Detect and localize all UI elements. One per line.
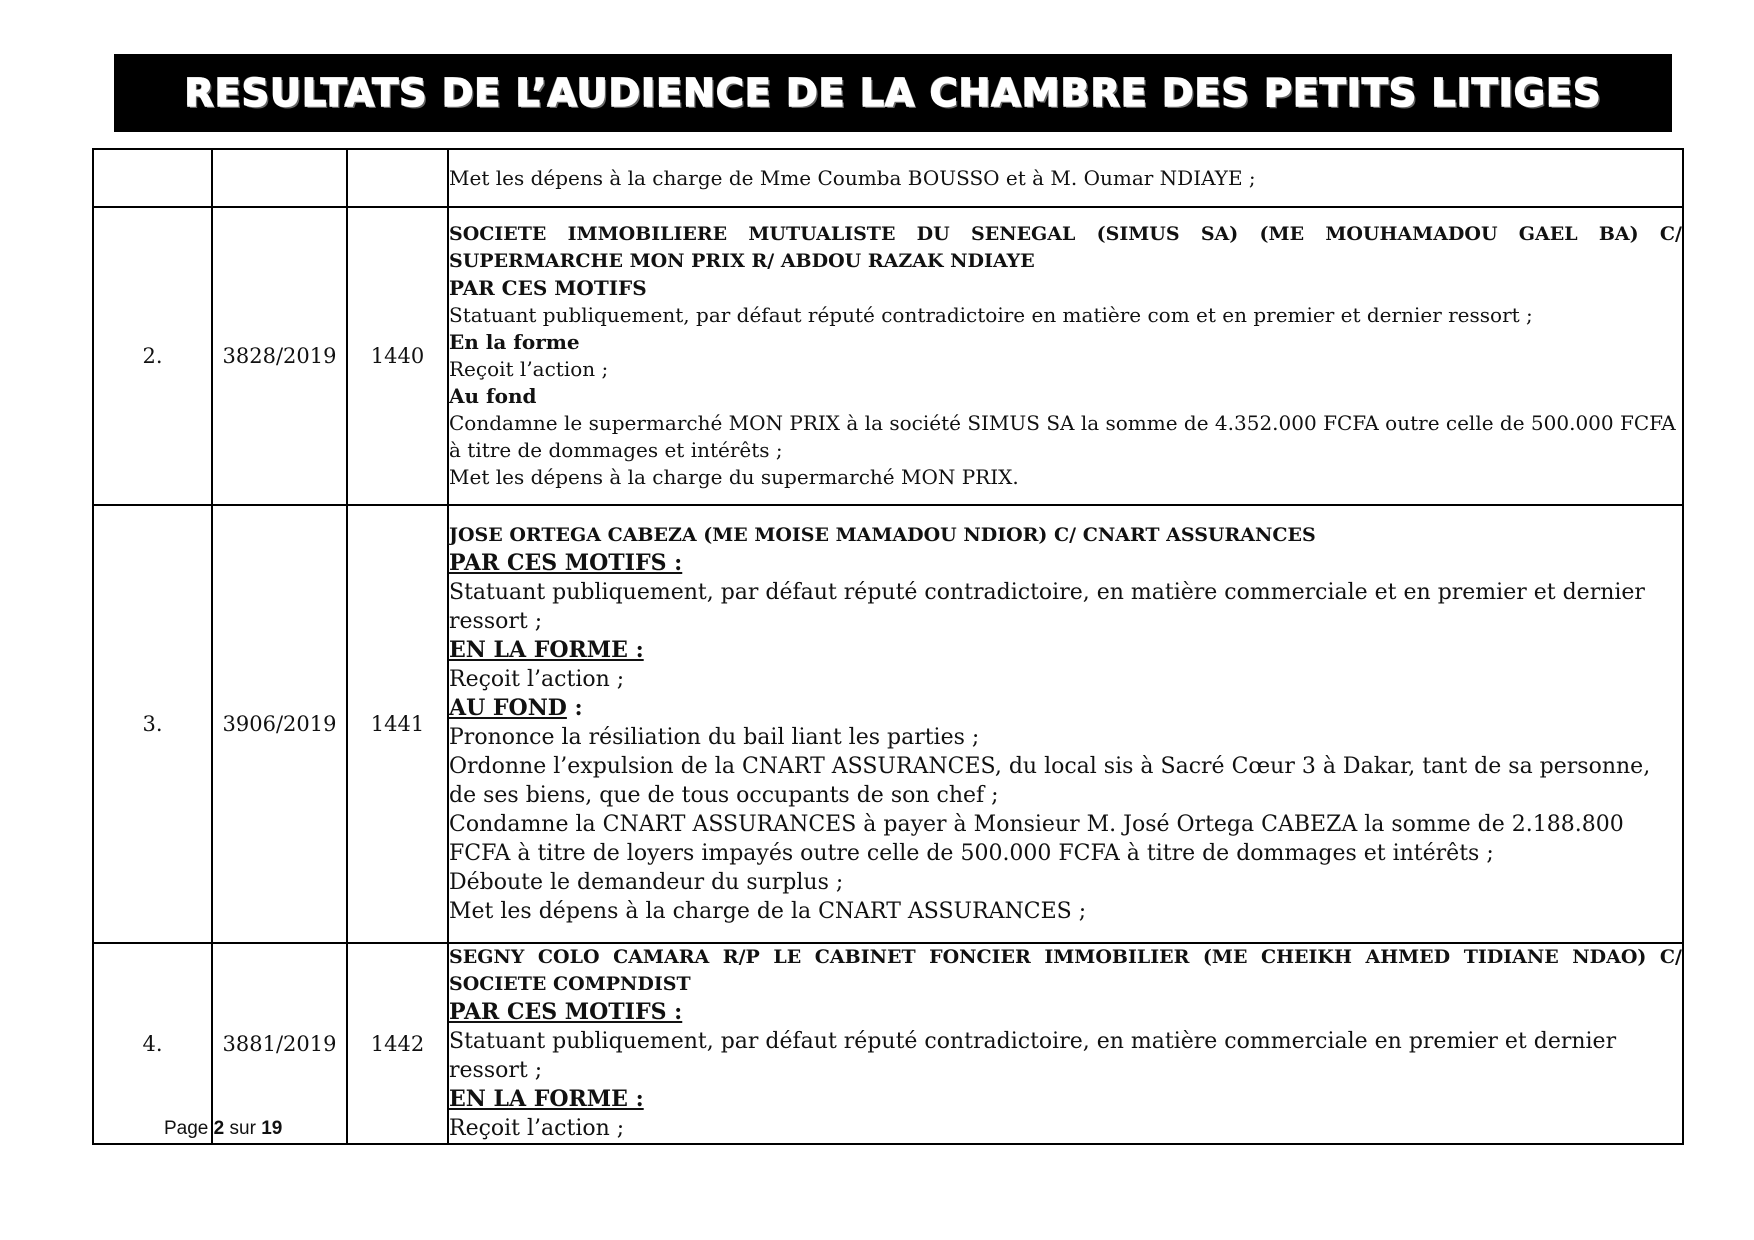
role-number-cell xyxy=(212,149,347,207)
parties-heading: JOSE ORTEGA CABEZA (ME MOISE MAMADOU NDIOR) C/ CNART ASSURANCES xyxy=(449,524,1316,546)
recoit-line: Reçoit l’action ; xyxy=(449,1116,625,1141)
decision-number-cell: 1441 xyxy=(347,505,448,943)
forme-heading: EN LA FORME : xyxy=(449,1086,644,1112)
decision-line: Ordonne l’expulsion de la CNART ASSURANCES, du local sis à Sacré Cœur 3 à Dakar, tant de sa personne, de ses biens, que de tous occupants de son chef ; xyxy=(449,754,1651,808)
role-number-cell: 3906/2019 xyxy=(212,505,347,943)
fond-heading xyxy=(449,694,1682,723)
decision-line: Déboute le demandeur du surplus ; xyxy=(449,870,844,895)
decision-number-cell: 1442 xyxy=(347,943,448,1144)
forme-heading: En la forme xyxy=(449,330,580,354)
statuant-line: Statuant publiquement, par défaut réputé contradictoire, en matière commerciale et en premier et dernier ressort ; xyxy=(449,580,1645,634)
decision-text-cell xyxy=(448,505,1683,943)
motifs-heading: PAR CES MOTIFS : xyxy=(449,550,683,576)
table-row xyxy=(93,505,1683,943)
row-number-cell: 3. xyxy=(93,505,212,943)
parties-heading: SOCIETE IMMOBILIERE MUTUALISTE DU SENEGAL (SIMUS SA) (ME MOUHAMADOU GAEL BA) C/ SUPERMARCHE MON PRIX R/ ABDOU RAZAK NDIAYE xyxy=(449,223,1682,272)
page-sur-label: sur xyxy=(229,1118,256,1139)
forme-heading: EN LA FORME : xyxy=(449,637,644,663)
decision-line: Condamne la CNART ASSURANCES à payer à Monsieur M. José Ortega CABEZA la somme de 2.188.800 FCFA à titre de loyers impayés outre celle de 500.000 FCFA à titre de dommages et intérêts ; xyxy=(449,812,1624,866)
decision-line: Met les dépens à la charge de Mme Coumba BOUSSO et à M. Oumar NDIAYE ; xyxy=(449,165,1256,190)
recoit-line: Reçoit l’action ; xyxy=(449,357,609,381)
table-row xyxy=(93,943,1683,1144)
motifs-heading: PAR CES MOTIFS : xyxy=(449,999,683,1025)
parties-heading: SEGNY COLO CAMARA R/P LE CABINET FONCIER IMMOBILIER (ME CHEIKH AHMED TIDIANE NDAO) C/ SOCIETE COMPNDIST xyxy=(449,946,1682,995)
row-number-cell xyxy=(93,149,212,207)
title-banner xyxy=(114,54,1672,132)
motifs-heading: PAR CES MOTIFS xyxy=(449,276,647,300)
fond-heading-colon: : xyxy=(566,695,583,721)
decision-number-cell: 1440 xyxy=(347,207,448,505)
decision-number-cell xyxy=(347,149,448,207)
table-row xyxy=(93,207,1683,505)
role-number-cell: 3828/2019 xyxy=(212,207,347,505)
page-footer xyxy=(164,1118,282,1140)
fond-heading: Au fond xyxy=(449,384,537,408)
page-title: RESULTATS DE L’AUDIENCE DE LA CHAMBRE DES PETITS LITIGES xyxy=(184,71,1602,115)
decision-text-cell xyxy=(448,149,1683,207)
decision-line: Condamne le supermarché MON PRIX à la société SIMUS SA la somme de 4.352.000 FCFA outre celle de 500.000 FCFA à titre de dommages et intérêts ; xyxy=(449,411,1676,462)
decision-line: Prononce la résiliation du bail liant les parties ; xyxy=(449,725,980,750)
page-label: Page xyxy=(164,1118,209,1139)
decision-text-cell xyxy=(448,207,1683,505)
results-table xyxy=(92,148,1684,1145)
recoit-line: Reçoit l’action ; xyxy=(449,667,625,692)
page-current: 2 xyxy=(213,1118,225,1139)
fond-heading-label: AU FOND xyxy=(449,695,567,721)
decision-line: Met les dépens à la charge de la CNART ASSURANCES ; xyxy=(449,899,1087,924)
decision-text-cell xyxy=(448,943,1683,1144)
decision-line: Met les dépens à la charge du supermarché MON PRIX. xyxy=(449,465,1019,489)
table-row xyxy=(93,149,1683,207)
row-number-cell: 4. xyxy=(93,943,212,1144)
role-number-cell: 3881/2019 xyxy=(212,943,347,1144)
statuant-line: Statuant publiquement, par défaut réputé contradictoire, en matière commerciale en premier et dernier ressort ; xyxy=(449,1029,1617,1083)
page-total: 19 xyxy=(261,1118,283,1139)
row-number-cell: 2. xyxy=(93,207,212,505)
statuant-line: Statuant publiquement, par défaut réputé contradictoire en matière com et en premier et dernier ressort ; xyxy=(449,303,1533,327)
